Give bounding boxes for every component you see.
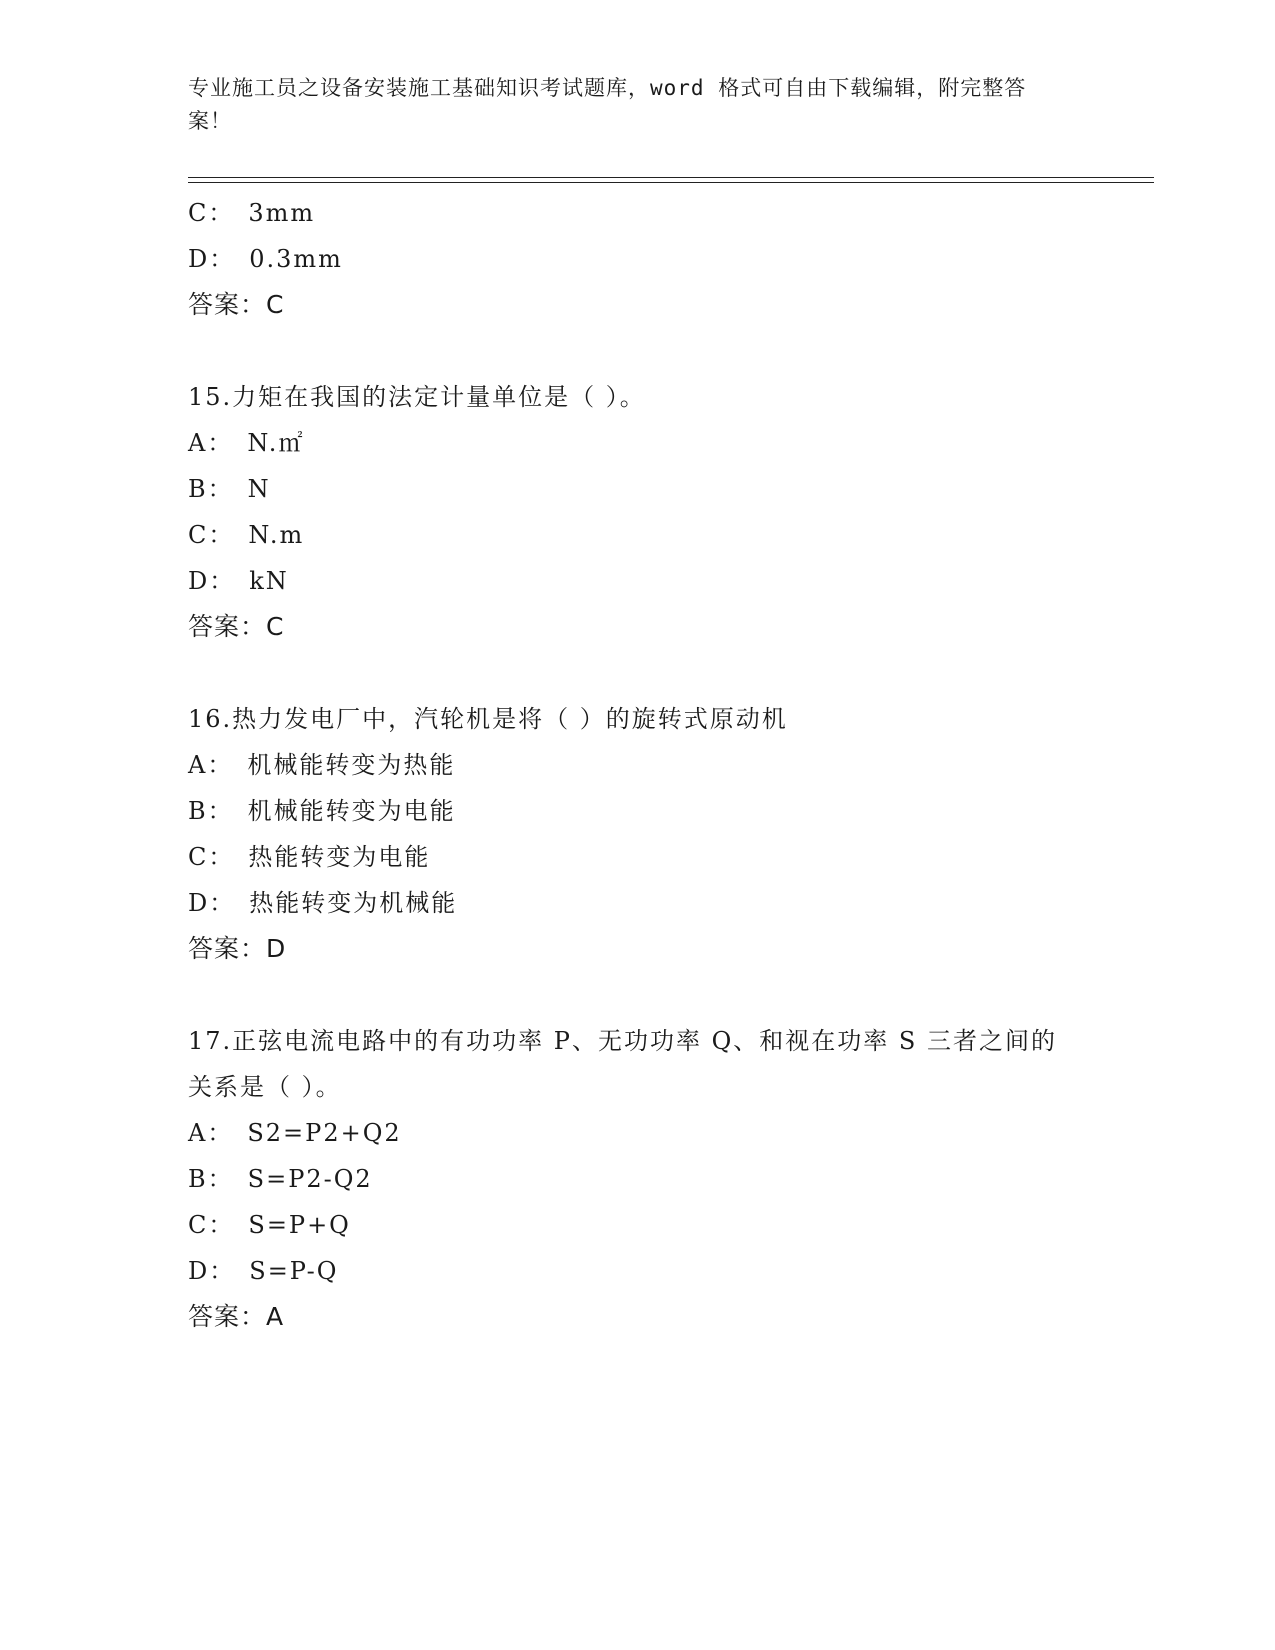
answer-line: 答案：C [188,612,285,641]
option-b: B： S=P2-Q2 [188,1165,373,1193]
question-stem: 17.正弦电流电路中的有功功率 P、无功功率 Q、和视在功率 S 三者之间的关系是（ ）。 [188,1027,1057,1101]
question-16 [188,696,1088,972]
option-b: B： N [188,475,271,503]
option-d: D： kN [188,567,289,595]
option-d: D： S=P-Q [188,1257,339,1285]
option-c: C： S=P+Q [188,1211,351,1239]
answer-line: 答案：D [188,934,287,963]
page-header: 专业施工员之设备安装施工基础知识考试题库，word 格式可自由下载编辑，附完整答案！ [188,76,1027,133]
question-stem: 15.力矩在我国的法定计量单位是（ ）。 [188,383,646,411]
option-b: B： 机械能转变为电能 [188,797,456,825]
answer-line: 答案：A [188,1302,285,1331]
option-c: C： 热能转变为电能 [188,843,431,871]
option-a: A： N.㎡ [188,429,305,457]
question-list [188,190,1088,1340]
option-c: C： N.m [188,521,305,549]
header-rule-bottom [188,182,1154,183]
option-d: D： 0.3mm [188,245,343,273]
option-a: A： S2=P2+Q2 [188,1119,402,1147]
header-rule-top [188,177,1154,178]
continued-question [188,190,1088,328]
question-stem: 16.热力发电厂中，汽轮机是将（ ）的旋转式原动机 [188,705,788,733]
option-d: D： 热能转变为机械能 [188,889,458,917]
option-a: A： 机械能转变为热能 [188,751,456,779]
option-c: C： 3mm [188,199,316,227]
question-15 [188,374,1088,650]
question-17 [188,1018,1088,1340]
answer-line: 答案：C [188,290,285,319]
